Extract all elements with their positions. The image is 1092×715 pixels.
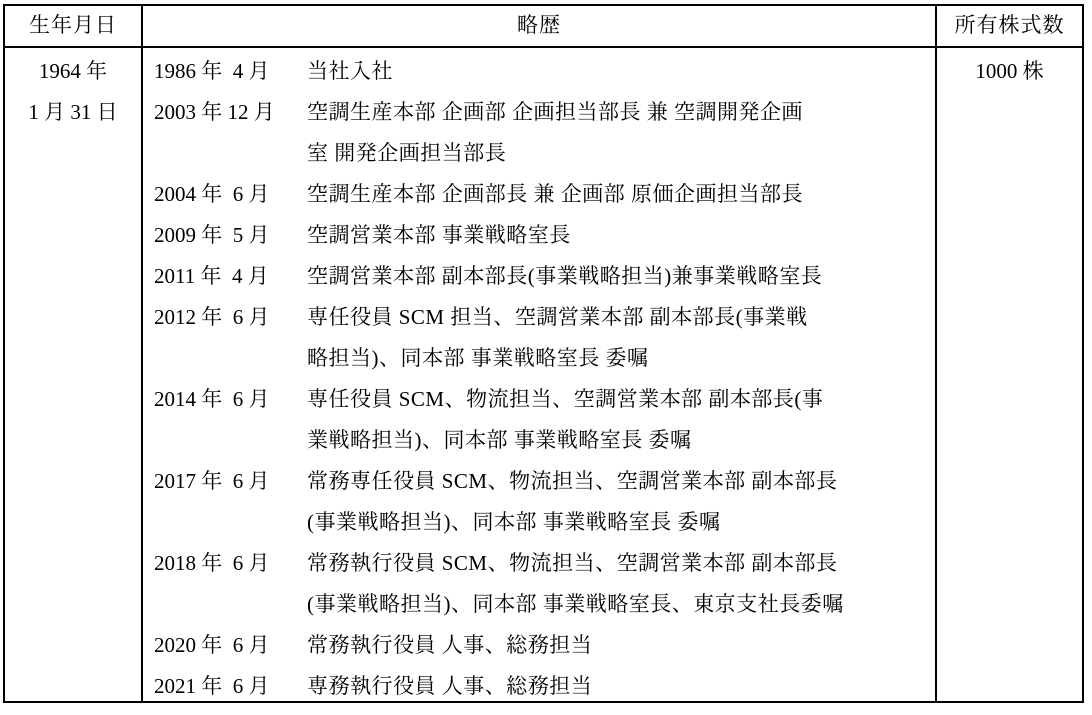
- career-entry: [154, 666, 935, 703]
- career-entry: [154, 215, 935, 256]
- career-entry: [154, 461, 935, 543]
- career-entry-line: 当社入社: [307, 59, 393, 83]
- career-entry-line: 専任役員 SCM、物流担当、空調営業本部 副本部長(事: [307, 387, 824, 411]
- career-entry-date: 2004 年 6 月: [154, 182, 270, 206]
- career-entry-description: [307, 51, 935, 92]
- career-entry-line: (事業戦略担当)、同本部 事業戦略室長 委嘱: [307, 510, 721, 534]
- header-career-history: 略歴: [143, 6, 937, 46]
- career-entry-line: 常務執行役員 人事、総務担当: [307, 633, 593, 657]
- career-entry-description: [307, 625, 935, 666]
- career-entry-date: 2017 年 6 月: [154, 469, 270, 493]
- career-entry-description: [307, 379, 935, 461]
- career-entry: [154, 256, 935, 297]
- career-entry-description: [307, 297, 935, 379]
- career-entry-date: 2012 年 6 月: [154, 305, 270, 329]
- birth-date-cell: [5, 48, 143, 703]
- career-entry-line: (事業戦略担当)、同本部 事業戦略室長、東京支社長委嘱: [307, 592, 844, 616]
- career-entry-date: 2018 年 6 月: [154, 551, 270, 575]
- career-entry-date: 2021 年 6 月: [154, 674, 270, 698]
- shares-owned-cell: [937, 48, 1082, 703]
- career-entry-date: 2003 年 12 月: [154, 100, 275, 124]
- career-entry-date: 1986 年 4 月: [154, 59, 270, 83]
- career-entry: [154, 297, 935, 379]
- table-body-row: [5, 48, 1082, 703]
- career-entry-line: 空調営業本部 副本部長(事業戦略担当)兼事業戦略室長: [307, 264, 823, 288]
- career-entry: [154, 625, 935, 666]
- career-entry: [154, 51, 935, 92]
- birth-year: 1964 年: [38, 59, 108, 83]
- career-entry-date: 2014 年 6 月: [154, 387, 270, 411]
- career-entry-description: [307, 666, 935, 703]
- career-entry: [154, 543, 935, 625]
- table-header-row: [5, 6, 1082, 48]
- header-shares-owned: 所有株式数: [954, 13, 1065, 37]
- career-entry-line: 常務執行役員 SCM、物流担当、空調営業本部 副本部長: [307, 551, 838, 575]
- career-entry-line: 空調生産本部 企画部長 兼 企画部 原価企画担当部長: [307, 182, 803, 206]
- header-birth-date: 生年月日: [5, 6, 143, 46]
- career-entry-description: [307, 256, 935, 297]
- career-entry-date: 2020 年 6 月: [154, 633, 270, 657]
- career-entry-line: 空調営業本部 事業戦略室長: [307, 223, 571, 247]
- career-entry-date: 2011 年 4 月: [154, 264, 269, 288]
- career-entry-description: [307, 543, 935, 625]
- career-entry-line: 空調生産本部 企画部 企画担当部長 兼 空調開発企画: [307, 100, 803, 124]
- career-entry: [154, 379, 935, 461]
- career-entry-line: 常務専任役員 SCM、物流担当、空調営業本部 副本部長: [307, 469, 838, 493]
- career-entry-description: [307, 92, 935, 174]
- birth-month-day: 1 月 31 日: [28, 100, 118, 124]
- career-entry-line: 専務執行役員 人事、総務担当: [307, 674, 593, 698]
- career-entry: [154, 174, 935, 215]
- career-entry-description: [307, 215, 935, 256]
- career-entry-line: 業戦略担当)、同本部 事業戦略室長 委嘱: [307, 428, 692, 452]
- career-entry-description: [307, 461, 935, 543]
- executive-biography-table: [3, 4, 1084, 703]
- career-entry-description: [307, 174, 935, 215]
- career-entry-line: 室 開発企画担当部長: [307, 141, 507, 165]
- shares-count: 1000 株: [975, 59, 1044, 83]
- career-entry: [154, 92, 935, 174]
- career-entry-line: 略担当)、同本部 事業戦略室長 委嘱: [307, 346, 649, 370]
- career-history-cell: [143, 48, 937, 703]
- career-entry-line: 専任役員 SCM 担当、空調営業本部 副本部長(事業戦: [307, 305, 808, 329]
- career-entry-date: 2009 年 5 月: [154, 223, 270, 247]
